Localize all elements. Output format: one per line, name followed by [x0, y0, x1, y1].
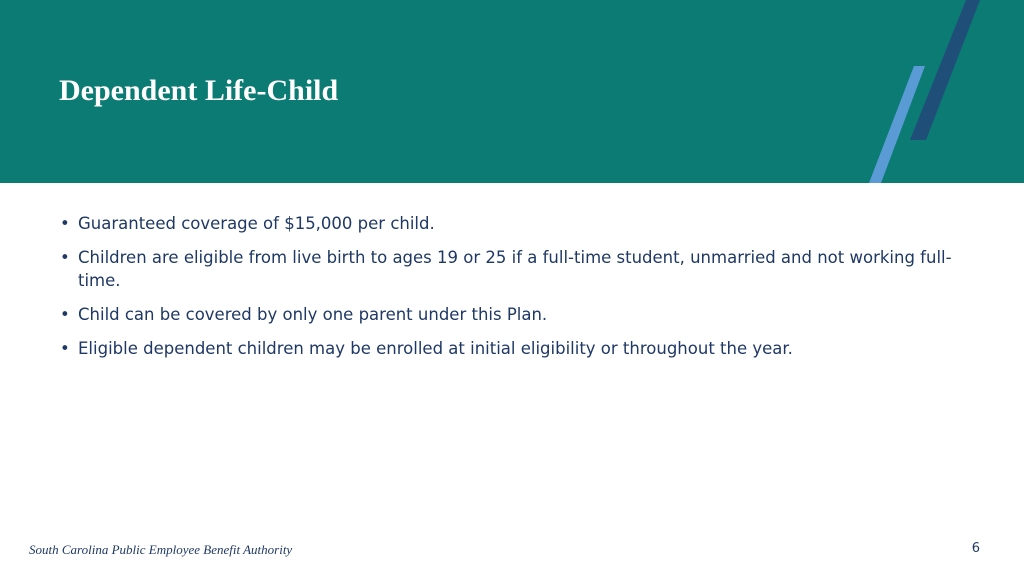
bullet-marker: •	[60, 214, 70, 233]
page-number: 6	[971, 541, 980, 556]
bullet-item	[60, 212, 960, 235]
bullet-item	[60, 246, 960, 292]
bullet-marker: •	[60, 248, 70, 267]
header-band	[0, 0, 1024, 183]
bullet-item	[60, 303, 960, 326]
bullet-text: Guaranteed coverage of $15,000 per child.	[78, 214, 435, 233]
footer-organization: South Carolina Public Employee Benefit Authority	[29, 542, 293, 557]
bullet-text: Child can be covered by only one parent under this Plan.	[78, 305, 548, 324]
bullet-item	[60, 337, 960, 360]
slide-title: Dependent Life-Child	[59, 74, 339, 107]
bullet-list	[60, 212, 960, 371]
bullet-marker: •	[60, 339, 70, 358]
bullet-text: Children are eligible from live birth to ages 19 or 25 if a full-time student, unmarried and not working full-time.	[78, 248, 952, 290]
bullet-text: Eligible dependent children may be enrolled at initial eligibility or throughout the year.	[78, 339, 793, 358]
bullet-marker: •	[60, 305, 70, 324]
